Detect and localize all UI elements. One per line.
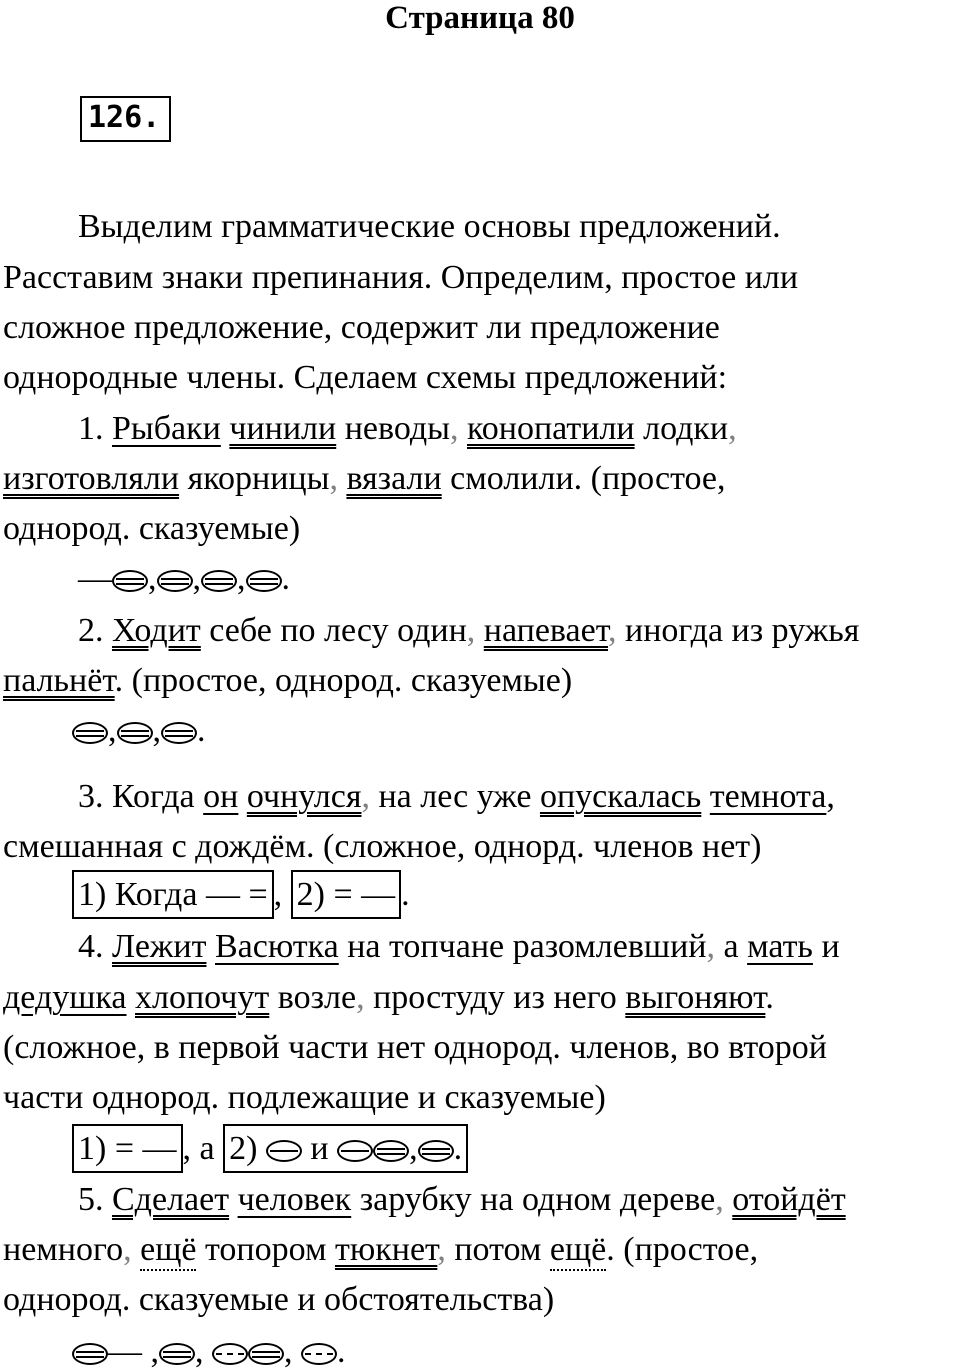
predicate-oval: [248, 1343, 284, 1365]
predicate-oval: [112, 570, 148, 592]
predicate-oval: [373, 1140, 409, 1162]
predicate-oval: [159, 1343, 195, 1365]
sentence-2-line-1: 2. Ходит себе по лесу один, напевает, иногда из ружья: [78, 612, 860, 649]
predicate-oval: [72, 1343, 108, 1365]
sentence-5-line-1: 5. Сделает человек зарубку на одном дереве, отойдёт: [78, 1181, 846, 1218]
predicate-oval: [201, 570, 237, 592]
intro-line-2: Расставим знаки препинания. Определим, простое или: [3, 259, 799, 296]
page-title: Страница 80: [385, 0, 575, 36]
sentence-3-line-2: смешанная с дождём. (сложное, однорд. членов нет): [3, 828, 762, 865]
sentence-4-scheme: 1) = — , а 2) и , .: [72, 1132, 468, 1166]
subject-oval: [266, 1140, 302, 1162]
sentence-4-note-1: (сложное, в первой части нет однород. членов, во второй: [3, 1029, 827, 1066]
sentence-1-line-1: 1. Рыбаки чинили неводы, конопатили лодки,: [78, 410, 737, 447]
predicate-oval: [418, 1140, 454, 1162]
sentence-4-line-1: 4. Лежит Васютка на топчане разомлевший, а мать и: [78, 928, 840, 965]
sentence-5-line-2: немного, ещё топором тюкнет, потом ещё. (простое,: [3, 1233, 758, 1267]
adverbial-oval: [212, 1343, 248, 1365]
predicate-oval: [246, 570, 282, 592]
adverbial-oval: [301, 1343, 337, 1365]
predicate-oval: [157, 570, 193, 592]
subject-oval: [337, 1140, 373, 1162]
sentence-3-scheme: 1) Когда — = , 2) = — .: [72, 878, 410, 912]
sentence-5-note: однород. сказуемые и обстоятельства): [3, 1281, 555, 1318]
intro-line-4: однородные члены. Сделаем схемы предложений:: [3, 359, 728, 396]
intro-line-3: сложное предложение, содержит ли предложение: [3, 309, 720, 346]
predicate-oval: [117, 722, 153, 744]
sentence-2-scheme: , , .: [72, 714, 206, 748]
sentence-2-line-2: пальнёт. (простое, однород. сказуемые): [3, 662, 573, 699]
sentence-3-line-1: 3. Когда он очнулся, на лес уже опускалась темнота,: [78, 778, 835, 815]
sentence-1-note: однород. сказуемые): [3, 510, 301, 547]
intro-line-1: Выделим грамматические основы предложений.: [78, 208, 781, 245]
sentence-1-line-2: изготовляли якорницы, вязали смолили. (простое,: [3, 460, 726, 497]
sentence-5-scheme: — , , , .: [72, 1335, 346, 1369]
predicate-oval: [161, 722, 197, 744]
sentence-4-note-2: части однород. подлежащие и сказуемые): [3, 1079, 606, 1116]
sentence-4-line-2: дедушка хлопочут возле, простуду из него выгоняют.: [3, 979, 774, 1016]
sentence-1-scheme: — , , , .: [78, 560, 290, 597]
exercise-number: 126.: [88, 100, 161, 135]
predicate-oval: [72, 722, 108, 744]
